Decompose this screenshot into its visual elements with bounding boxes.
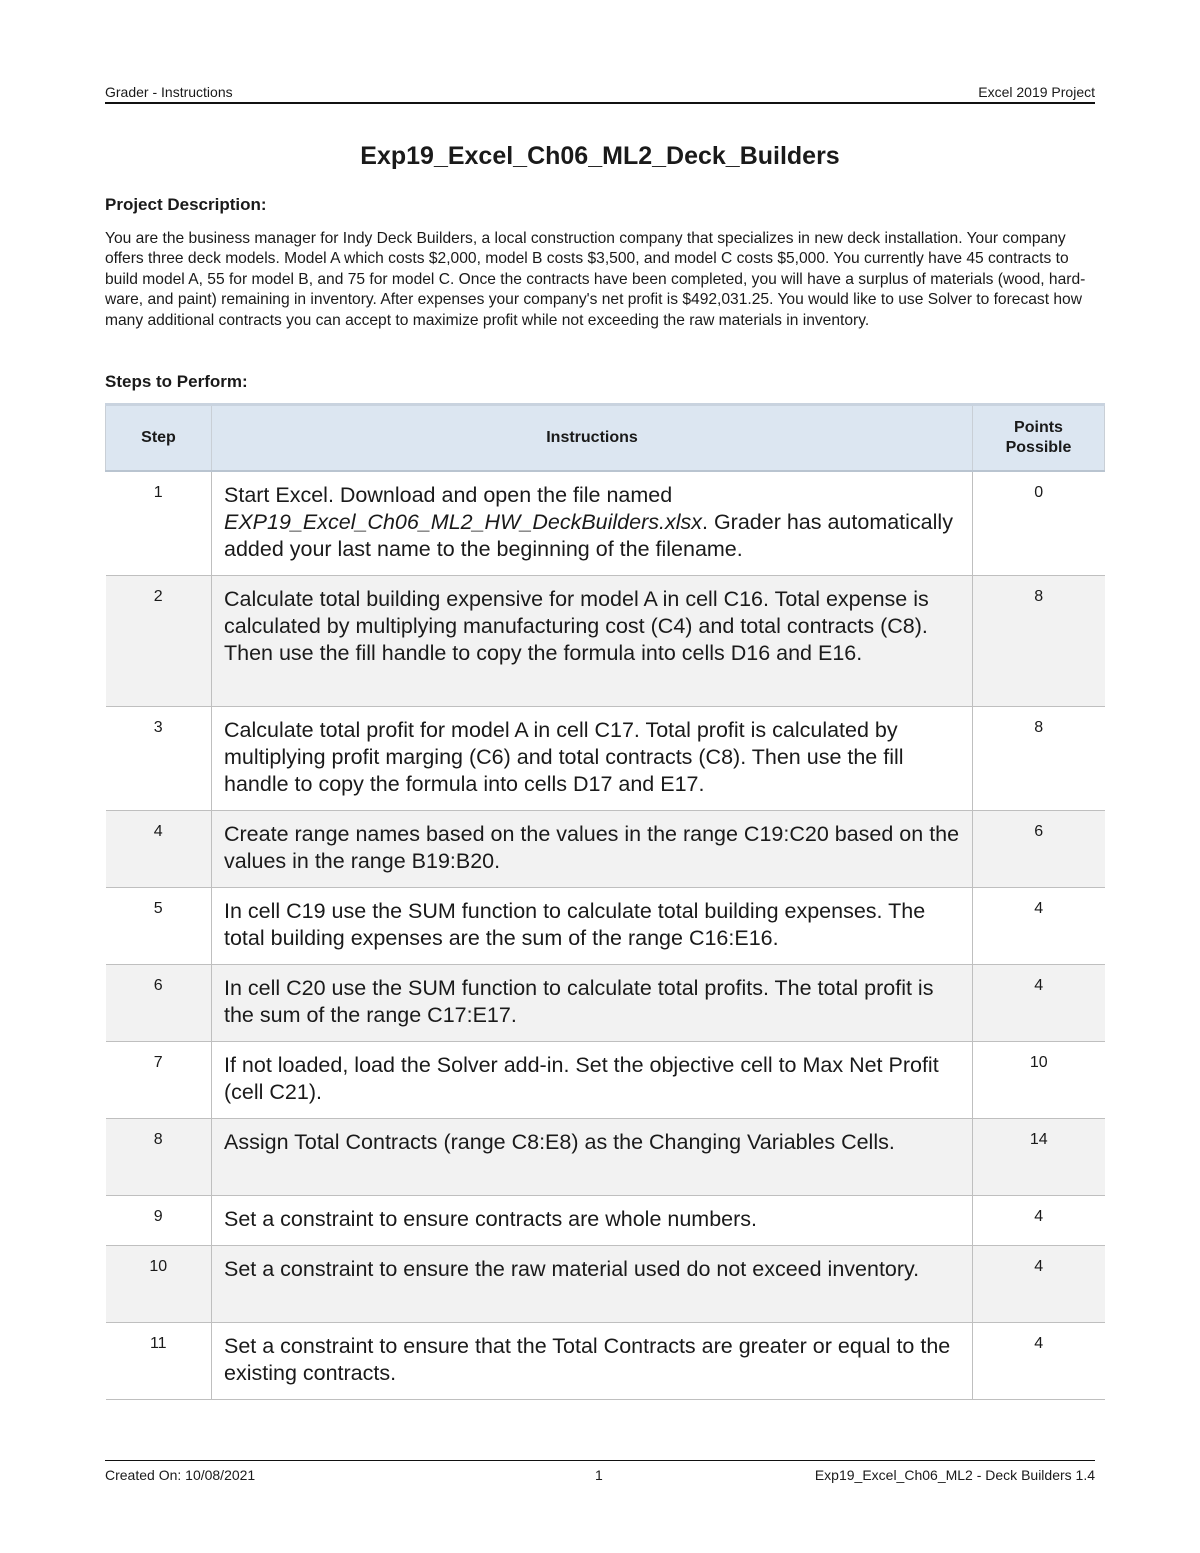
steps-heading: Steps to Perform: — [105, 372, 248, 391]
step-points: 4 — [973, 964, 1105, 1041]
step-points: 14 — [973, 1118, 1105, 1195]
table-row — [106, 1195, 1105, 1245]
header-left: Grader - Instructions — [105, 84, 233, 100]
step-instruction: Calculate total building expensive for model A in cell C16. Total expense is calculated by multiplying manufacturing cost (C4) and total contracts (C8). Then use the fill handle to copy the formula into cells D16 and E16. — [212, 575, 973, 706]
project-description: You are the business manager for Indy Deck Builders, a local construction company that specializes in new deck installation. Your company offers three deck models. Model A which costs $2,000, model B costs $3,500, and model C costs $5,000. You currently have 45 contracts to build model A, 55 for model B, and 75 for model C. Once the contracts have been completed, you will have a surplus of materials (wood, hard-ware, and paint) remaining in inventory. After expenses your company's net profit is $492,031.25. You would like to use Solver to forecast how many additional contracts you can accept to maximize profit while not exceeding the raw materials in inventory. — [105, 230, 1086, 329]
col-step-header: Step — [106, 405, 212, 472]
instruction-filename: EXP19_Excel_Ch06_ML2_HW_DeckBuilders.xlsx — [224, 510, 702, 534]
footer-created-on: Created On: 10/08/2021 — [105, 1467, 256, 1483]
table-row — [106, 1322, 1105, 1399]
step-number: 8 — [106, 1118, 212, 1195]
project-description-heading: Project Description: — [105, 195, 267, 214]
step-number: 4 — [106, 810, 212, 887]
step-points: 4 — [973, 1322, 1105, 1399]
table-row — [106, 575, 1105, 706]
step-number: 11 — [106, 1322, 212, 1399]
step-points: 0 — [973, 471, 1105, 575]
step-number: 7 — [106, 1041, 212, 1118]
table-row — [106, 810, 1105, 887]
header-right: Excel 2019 Project — [978, 84, 1095, 100]
page-footer — [105, 1460, 1095, 1483]
step-points: 8 — [973, 706, 1105, 810]
table-row — [106, 706, 1105, 810]
table-row — [106, 1041, 1105, 1118]
step-points: 4 — [973, 887, 1105, 964]
step-number: 9 — [106, 1195, 212, 1245]
step-number: 5 — [106, 887, 212, 964]
step-number: 3 — [106, 706, 212, 810]
page-header — [105, 82, 1095, 104]
step-points: 4 — [973, 1195, 1105, 1245]
table-row — [106, 964, 1105, 1041]
step-instruction: Set a constraint to ensure the raw material used do not exceed inventory. — [212, 1245, 973, 1322]
step-points: 4 — [973, 1245, 1105, 1322]
table-header-row — [106, 405, 1105, 472]
step-number: 10 — [106, 1245, 212, 1322]
step-number: 6 — [106, 964, 212, 1041]
instruction-text-post: . Grader has automatically added your last name to the beginning of the filename. — [224, 510, 953, 561]
step-number: 2 — [106, 575, 212, 706]
step-instruction: In cell C19 use the SUM function to calculate total building expenses. The total building expenses are the sum of the range C16:E16. — [212, 887, 973, 964]
col-points-header — [973, 405, 1105, 472]
instruction-text-pre: Start Excel. Download and open the file named — [224, 483, 673, 507]
steps-table — [105, 403, 1105, 1400]
step-instruction: Set a constraint to ensure that the Total Contracts are greater or equal to the existing contracts. — [212, 1322, 973, 1399]
step-instruction: Assign Total Contracts (range C8:E8) as the Changing Variables Cells. — [212, 1118, 973, 1195]
step-instruction: Set a constraint to ensure contracts are whole numbers. — [212, 1195, 973, 1245]
table-row — [106, 1118, 1105, 1195]
step-instruction — [212, 471, 973, 575]
col-points-line2: Possible — [1005, 439, 1072, 456]
step-instruction: Create range names based on the values in the range C19:C20 based on the values in the range B19:B20. — [212, 810, 973, 887]
step-instruction: Calculate total profit for model A in cell C17. Total profit is calculated by multiplying profit marging (C6) and total contracts (C8). Then use the fill handle to copy the formula into cells D17 and E17. — [212, 706, 973, 810]
table-row — [106, 887, 1105, 964]
col-instructions-header: Instructions — [212, 405, 973, 472]
table-row — [106, 471, 1105, 575]
footer-document-id: Exp19_Excel_Ch06_ML2 - Deck Builders 1.4 — [814, 1467, 1095, 1483]
footer-page-number: 1 — [595, 1467, 603, 1483]
step-points: 6 — [973, 810, 1105, 887]
table-row — [106, 1245, 1105, 1322]
col-points-line1: Points — [1014, 419, 1063, 436]
step-instruction: In cell C20 use the SUM function to calculate total profits. The total profit is the sum of the range C17:E17. — [212, 964, 973, 1041]
step-points: 8 — [973, 575, 1105, 706]
document-title: Exp19_Excel_Ch06_ML2_Deck_Builders — [360, 142, 840, 170]
step-number: 1 — [106, 471, 212, 575]
step-points: 10 — [973, 1041, 1105, 1118]
step-instruction: If not loaded, load the Solver add-in. Set the objective cell to Max Net Profit (cell C21). — [212, 1041, 973, 1118]
